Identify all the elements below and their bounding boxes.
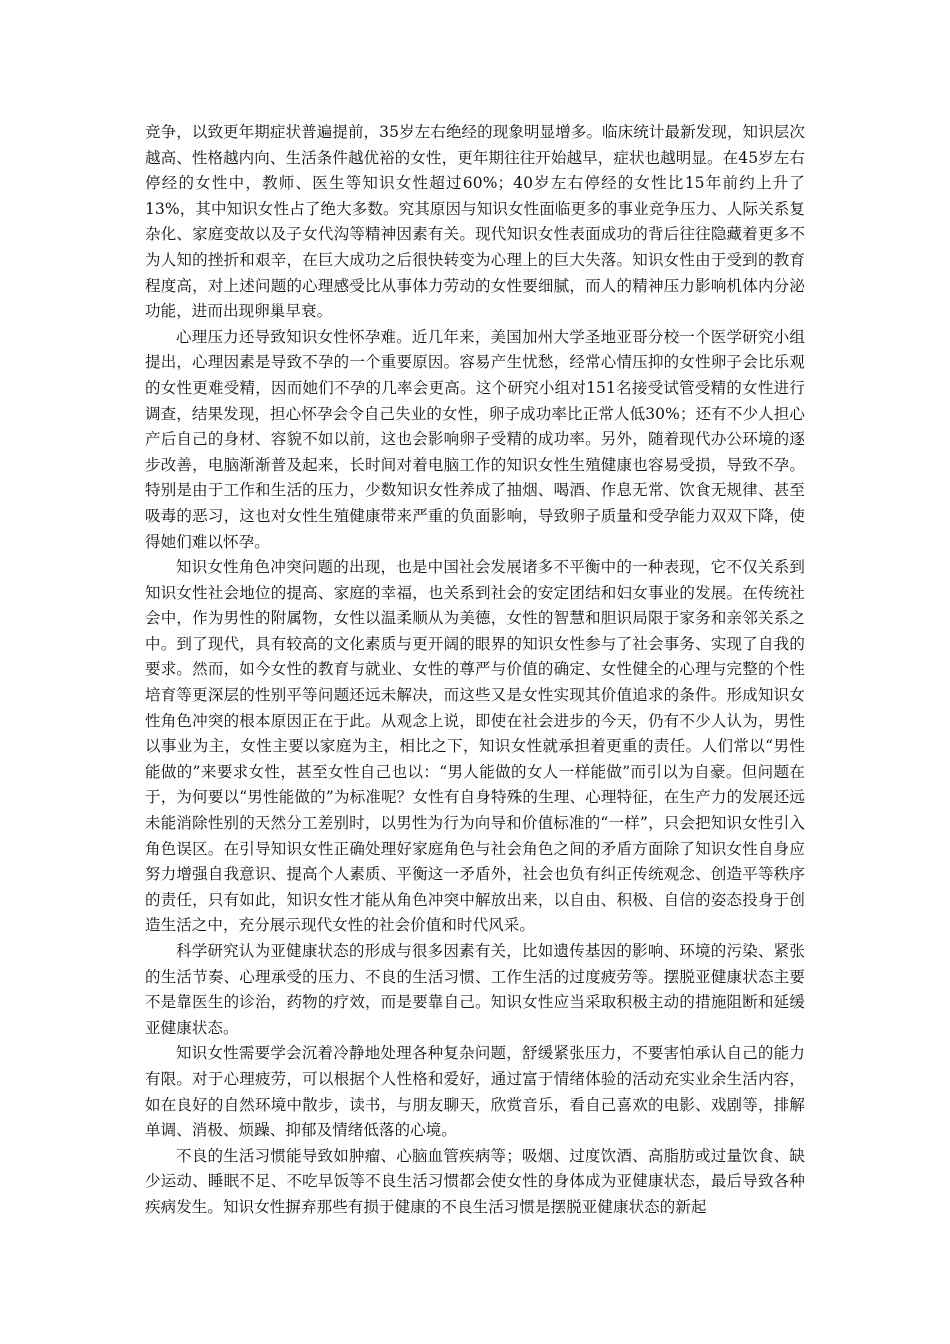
document-page — [145, 120, 805, 1221]
paragraph-subhealth-causes: 科学研究认为亚健康状态的形成与很多因素有关，比如遗传基因的影响、环境的污染、紧张的生活节奏、心理承受的压力、不良的生活习惯、工作生活的过度疲劳等。摆脱亚健康状态主要不是靠医生的诊治，药物的疗效，而是要靠自己。知识女性应当采取积极主动的措施阻断和延缓亚健康状态。 — [145, 942, 805, 1037]
paragraph-bad-habits: 不良的生活习惯能导致如肿瘤、心脑血管疾病等；吸烟、过度饮酒、高脂肪或过量饮食、缺少运动、睡眠不足、不吃早饭等不良生活习惯都会使女性的身体成为亚健康状态，最后导致各种疾病发生。知识女性摒弃那些有损于健康的不良生活习惯是摆脱亚健康状态的新起 — [145, 1146, 805, 1216]
paragraph-psychological-pressure: 心理压力还导致知识女性怀孕难。近几年来，美国加州大学圣地亚哥分校一个医学研究小组提出，心理因素是导致不孕的一个重要原因。容易产生忧愁，经常心情压抑的女性卵子会比乐观的女性更难受精，因而她们不孕的几率会更高。这个研究小组对151名接受试管受精的女性进行调查，结果发现，担心怀孕会令自己失业的女性，卵子成功率比正常人低30%；还有不少人担心产后自己的身材、容貌不如以前，这也会影响卵子受精的成功率。另外，随着现代办公环境的逐步改善，电脑渐渐普及起来，长时间对着电脑工作的知识女性生殖健康也容易受损，导致不孕。特别是由于工作和生活的压力，少数知识女性养成了抽烟、喝酒、作息无常、饮食无规律、甚至吸毒的恶习，这也对女性生殖健康带来严重的负面影响，导致卵子质量和受孕能力双双下降，使得她们难以怀孕。 — [145, 327, 805, 551]
paragraph-continuation: 竞争，以致更年期症状普遍提前，35岁左右绝经的现象明显增多。临床统计最新发现，知识层次越高、性格越内向、生活条件越优裕的女性，更年期往往开始越早，症状也越明显。在45岁左右停经的女性中，教师、医生等知识女性超过60%；40岁左右停经的女性比15年前约上升了13%，其中知识女性占了绝大多数。究其原因与知识女性面临更多的事业竞争压力、人际关系复杂化、家庭变故以及子女代沟等精神因素有关。现代知识女性表面成功的背后往往隐藏着更多不为人知的挫折和艰辛，在巨大成功之后很快转变为心理上的巨大失落。知识女性由于受到的教育程度高，对上述问题的心理感受比从事体力劳动的女性要细腻，而人的精神压力影响机体内分泌功能，进而出现卵巢早衰。 — [145, 123, 805, 321]
paragraph-stress-relief: 知识女性需要学会沉着冷静地处理各种复杂问题，舒缓紧张压力，不要害怕承认自己的能力有限。对于心理疲劳，可以根据个人性格和爱好，通过富于情绪体验的活动充实业余生活内容，如在良好的自然环境中散步，读书，与朋友聊天，欣赏音乐，看自己喜欢的电影、戏剧等，排解单调、消极、烦躁、抑郁及情绪低落的心境。 — [145, 1044, 805, 1140]
paragraph-role-conflict: 知识女性角色冲突问题的出现，也是中国社会发展诸多不平衡中的一种表现，它不仅关系到知识女性社会地位的提高、家庭的幸福，也关系到社会的安定团结和妇女事业的发展。在传统社会中，作为男性的附属物，女性以温柔顺从为美德，女性的智慧和胆识局限于家务和亲邻关系之中。到了现代，具有较高的文化素质与更开阔的眼界的知识女性参与了社会事务、实现了自我的要求。然而，如今女性的教育与就业、女性的尊严与价值的确定、女性健全的心理与完整的个性培育等更深层的性别平等问题还远未解决，而这些又是女性实现其价值追求的条件。形成知识女性角色冲突的根本原因正在于此。从观念上说，即使在社会进步的今天，仍有不少人认为，男性以事业为主，女性主要以家庭为主，相比之下，知识女性就承担着更重的责任。人们常以“男性能做的”来要求女性，甚至女性自己也以：“男人能做的女人一样能做”而引以为自豪。但问题在于，为何要以“男性能做的”为标准呢？女性有自身特殊的生理、心理特征，在生产力的发展还远未能消除性别的天然分工差别时，以男性为行为向导和价值标准的“一样”，只会把知识女性引入角色误区。在引导知识女性正确处理好家庭角色与社会角色之间的矛盾方面除了知识女性自身应努力增强自我意识、提高个人素质、平衡这一矛盾外，社会也负有纠正传统观念、创造平等秩序的责任，只有如此，知识女性才能从角色冲突中解放出来，以自由、积极、自信的姿态投身于创造生活之中，充分展示现代女性的社会价值和时代风采。 — [145, 558, 805, 935]
